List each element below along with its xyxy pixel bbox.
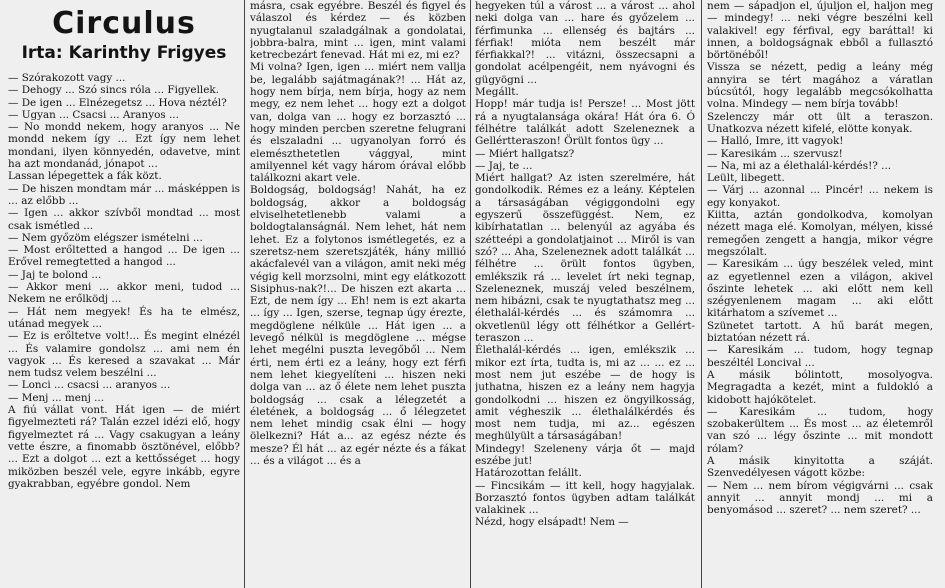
paragraph: — Karesikám ... úgy beszélek veled, mint az egyetlennel ezen a világon, akivel őszinte lehetek ... aki előtt nem kell szégyenlenem magam ... aki előtt kitárhatom a szívemet ... — [707, 258, 933, 320]
paragraph: Szelenczy már ott ült a teraszon. Unatkozva nézett kifelé, elötte konyak. — [707, 110, 933, 135]
paragraph: Megállt. — [475, 86, 519, 99]
paragraph: — Akkor meni ... akkor meni, tudod ... Nekem ne erőlködj ... — [8, 281, 240, 306]
column-2 — [250, 0, 466, 588]
paragraph: nem — sápadjon el, újuljon el, haljon meg — mindegy! ... neki végre beszélni kell valakivel! egy férfival, egy baráttal! ki innen, a boldogságnak ebből a fullasztó börtönéből! — [707, 0, 933, 62]
column-body — [8, 72, 240, 490]
paragraph: Mi volna? Igen, igen ... miért nem vallja be, legalább sajátmagának?! ... Hát az, hogy nem bírja, nem bírja, hogy az nem megy, ez nem lehet ... hogy ezt a dolgot van, dolga van ... hogy ez borzasztó ... hogy minden percben szeretne felugrani és elszaladni ... ugyanolyan forró és elemészthetetlen vággyal, mint amilyennel két vagy három órával előbb találkozni akart vele. — [250, 61, 466, 185]
paragraph: hegyeken túl a várost ... a várost ... ahol neki dolga van ... hare és győzelem ... férfimunka ... ellenség és bajtárs ... férfiak! mióta nem beszélt már férfiakkal?! ... vitázni, összecsapni a gondolat acélpengéit, nem nyávogni és gügyögni ... — [475, 0, 695, 86]
paragraph: — Karesikám ... tudom, hogy szobakerültem ... És most ... az életemről van szó ... légy őszinte ... mit mondott rólam? — [707, 405, 933, 455]
column-body — [475, 0, 695, 529]
paragraph: — Igen ... akkor szívből mondtad ... most csak ismétled ... — [8, 207, 240, 232]
paragraph: — Várj ... azonnal ... Pincér! ... nekem is egy konyakot. — [707, 184, 933, 209]
article-byline: Irta: Karinthy Frigyes — [21, 43, 227, 63]
paragraph: Kiitta, aztán gondolkodva, komolyan nézett maga elé. Komolyan, mélyen, kissé remegően zengett a hangja, mikor végre megszólalt. — [707, 209, 933, 258]
paragraph: Szünetet tartott. A hű barát megen, biztatóan nézett rá. — [707, 319, 933, 345]
column-4 — [707, 0, 933, 588]
paragraph: Vissza se nézett, pedig a leány még annyira se tért magához a váratlan búcsútól, hogy legalább megcsókolhatta volna. Mindegy — nem bírja tovább! — [707, 61, 933, 111]
paragraph: — Na, mi az a élethalál-kérdés!? ... — [707, 159, 892, 172]
paragraph: — Ugyan ... Csacsi ... Aranyos ... — [8, 108, 179, 121]
paragraph: — Dehogy ... Szó sincs róla ... Figyellek. — [8, 84, 219, 97]
article-title: Circulus — [52, 6, 196, 41]
paragraph: A fiú vállat vont. Hát igen — de miért figyelmezteti rá? Talán ezzel idézi elő, hogy figyelmeztet rá ... Vagy csakugyan a leány vette észre, a finomabb ösztönével, előbb? ... Ezt a dolgot ... ezt a kettősséget ... hogy miközben beszél vele, egyre inkább, egyre gyakrabban, egyébre gondol. Nem — [8, 404, 240, 490]
paragraph: — De hiszen mondtam már ... másképpen is ... az előbb ... — [8, 182, 240, 207]
column-divider — [244, 0, 245, 588]
paragraph: — Fincsikám — itt kell, hogy hagyjalak. Borzasztó fontos ügyben adtam találkát valakinek ... — [475, 479, 695, 517]
paragraph: — Miért hallgatsz? — [475, 147, 575, 160]
paragraph: Hopp! már tudja is! Persze! ... Most jött rá a nyugtalansága okára! Hát óra 6. Ó félhétre találkát adott Szeleneznek a Gellértteraszon! Örült fontos ügy ... — [475, 98, 695, 148]
paragraph: — Ez is erőltetve volt!... És megint elnézél ... És valamire gondolsz ... ami nem én vagyok ... És keresed a szavakat ... Már nem tudsz velem beszélni ... — [8, 330, 240, 380]
paragraph: — Jaj, te ... — [475, 159, 533, 172]
paragraph: Mindegy! Szeleneny várja őt — majd eszébe jut! — [475, 442, 695, 467]
paragraph: Élethalál-kérdés ... igen, emlékszik ... mikor ezt írta, tudta is, mi az ... ... ez ... most nem jut eszébe — de hogy is juthatna, hiszen ez a leány nem hagyja gondolkodni ... hiszen ez öngyilkosság, amit végheszik ... élethalálkérdés és most nem tudja, mi az... egészen meghülyült a társaságában! — [475, 344, 695, 443]
article-header — [8, 6, 240, 64]
column-3 — [475, 0, 695, 588]
paragraph: — De igen ... Elnézegetsz ... Hova néztél? — [8, 96, 227, 109]
paragraph: — Karesikám ... szervusz! — [707, 147, 843, 160]
paragraph: — Szórakozott vagy ... — [8, 72, 126, 84]
paragraph: Nézd, hogy elsápadt! Nem — — [475, 516, 629, 529]
paragraph: — Jaj te bolond ... — [8, 268, 102, 281]
paragraph: másra, csak egyébre. Beszél és figyel és válaszol és kérdez — és közben nyugtalanul szaladgálnak a gondolatai, jobbra-balra, mint ... igen, mint valami ketrecbezárt fenevad. Hát mi ez, mi ez? — [250, 0, 466, 62]
column-divider — [701, 0, 702, 588]
paragraph: — Nem ... nem bírom végigvárni ... csak annyit ... annyit mondj ... mi a benyomásod ... szeret? ... nem szeret? ... — [707, 479, 933, 517]
paragraph: — Most erőltetted a hangod ... De igen ... Erővel remegtetted a hangod ... — [8, 244, 240, 269]
paragraph: Leült, libegett. — [707, 172, 785, 185]
paragraph: Miért hallgat? Az isten szerelmére, hát gondolkodik. Rémes ez a leány. Képtelen a társaságában végiggondolni egy egyszerű összefüggést. Nem, ez kibírhatatlan ... belenyúl az agyába és szétteépi a gondolatjainot ... Miről is van szó? ... Aha, Szeleneznek adott találkát ... félhétre ... örült fontos ügyben, emlékszik rá ... levelet írt neki tegnap, Szeleneznek, muszáj veled beszélnem, nem hibázni, csak te nyugtathatsz meg ... élethalál-kérdés ... és számomra ... okvetlenül légy ott félhétkor a Gellért-teraszon ... — [475, 172, 695, 345]
paragraph: — Menj ... menj ... — [8, 391, 105, 404]
column-1 — [8, 0, 240, 588]
paragraph: — No mondd nekem, hogy aranyos ... Ne mondd nekem így ... Ezt így nem lehet mondani, ilyen könnyedén, odavetve, mint ha azt mondanád, jónapot ... — [8, 121, 240, 171]
paragraph: — Halló, Imre, itt vagyok! — [707, 135, 844, 148]
paragraph: — Nem győzöm elégszer ismételni ... — [8, 231, 203, 244]
paragraph: — Hát nem megyek! És ha te elmész, utánad megyek ... — [8, 305, 240, 330]
paragraph: Határozottan felállt. — [475, 467, 582, 480]
paragraph: A másik kinyitotta a száját. Szenvedélyesen vágott közbe: — [707, 454, 933, 480]
paragraph: A másik bólintott, mosolyogva. Megragadta a kezét, mint a fuldokló a kidobott hajókötelet. — [707, 368, 933, 406]
paragraph: Boldogság, boldogság! Nahát, ha ez boldogság, akkor a boldogság elviselhetetlenebb valami a boldogtalanságnál. Nem lehet, hát nem lehet. Ez a folytonos ismétlegetés, ez a szeretsz-nem szeretszjáték, hány millió akácfalevél van a világon, amit neki még végig kell morzsolni, mint egy elátkozott Sisiphus-nak?!... De hiszen ezt akarta ... Ezt, de nem így ... Eh! nem is ezt akarta ... így ... Igen, szerse, tegnap úgy érezte, megdöglene nélküle ... Hát igen ... a levegő nélkül is megdöglene ... mégse lehet megélni puszta levegőből ... Nem érti, nem érti ez a leány, hogy ezt férfi nem lehet kiegyelíteni ... hiszen neki dolga van ... az ő élete nem lehet puszta boldogság ... csak a lélegzetét a életének, a boldogság ... ő lélegzetet nem lehet mindig csak élni — hogy ölelkezni? Hát a... az egész nézte és mesze? Él hát ... az egér nézte és a fákat ... és a világot ... és a — [250, 184, 466, 467]
column-body — [250, 0, 466, 467]
paragraph: — Lonci ... csacsi ... aranyos ... — [8, 379, 171, 392]
paragraph: — Karesikám ... tudom, hogy tegnap beszéltél Loncival ... — [707, 344, 933, 369]
paragraph: Lassan lépegettek a fák közt. — [8, 170, 162, 183]
column-divider — [470, 0, 471, 588]
column-body — [707, 0, 933, 516]
